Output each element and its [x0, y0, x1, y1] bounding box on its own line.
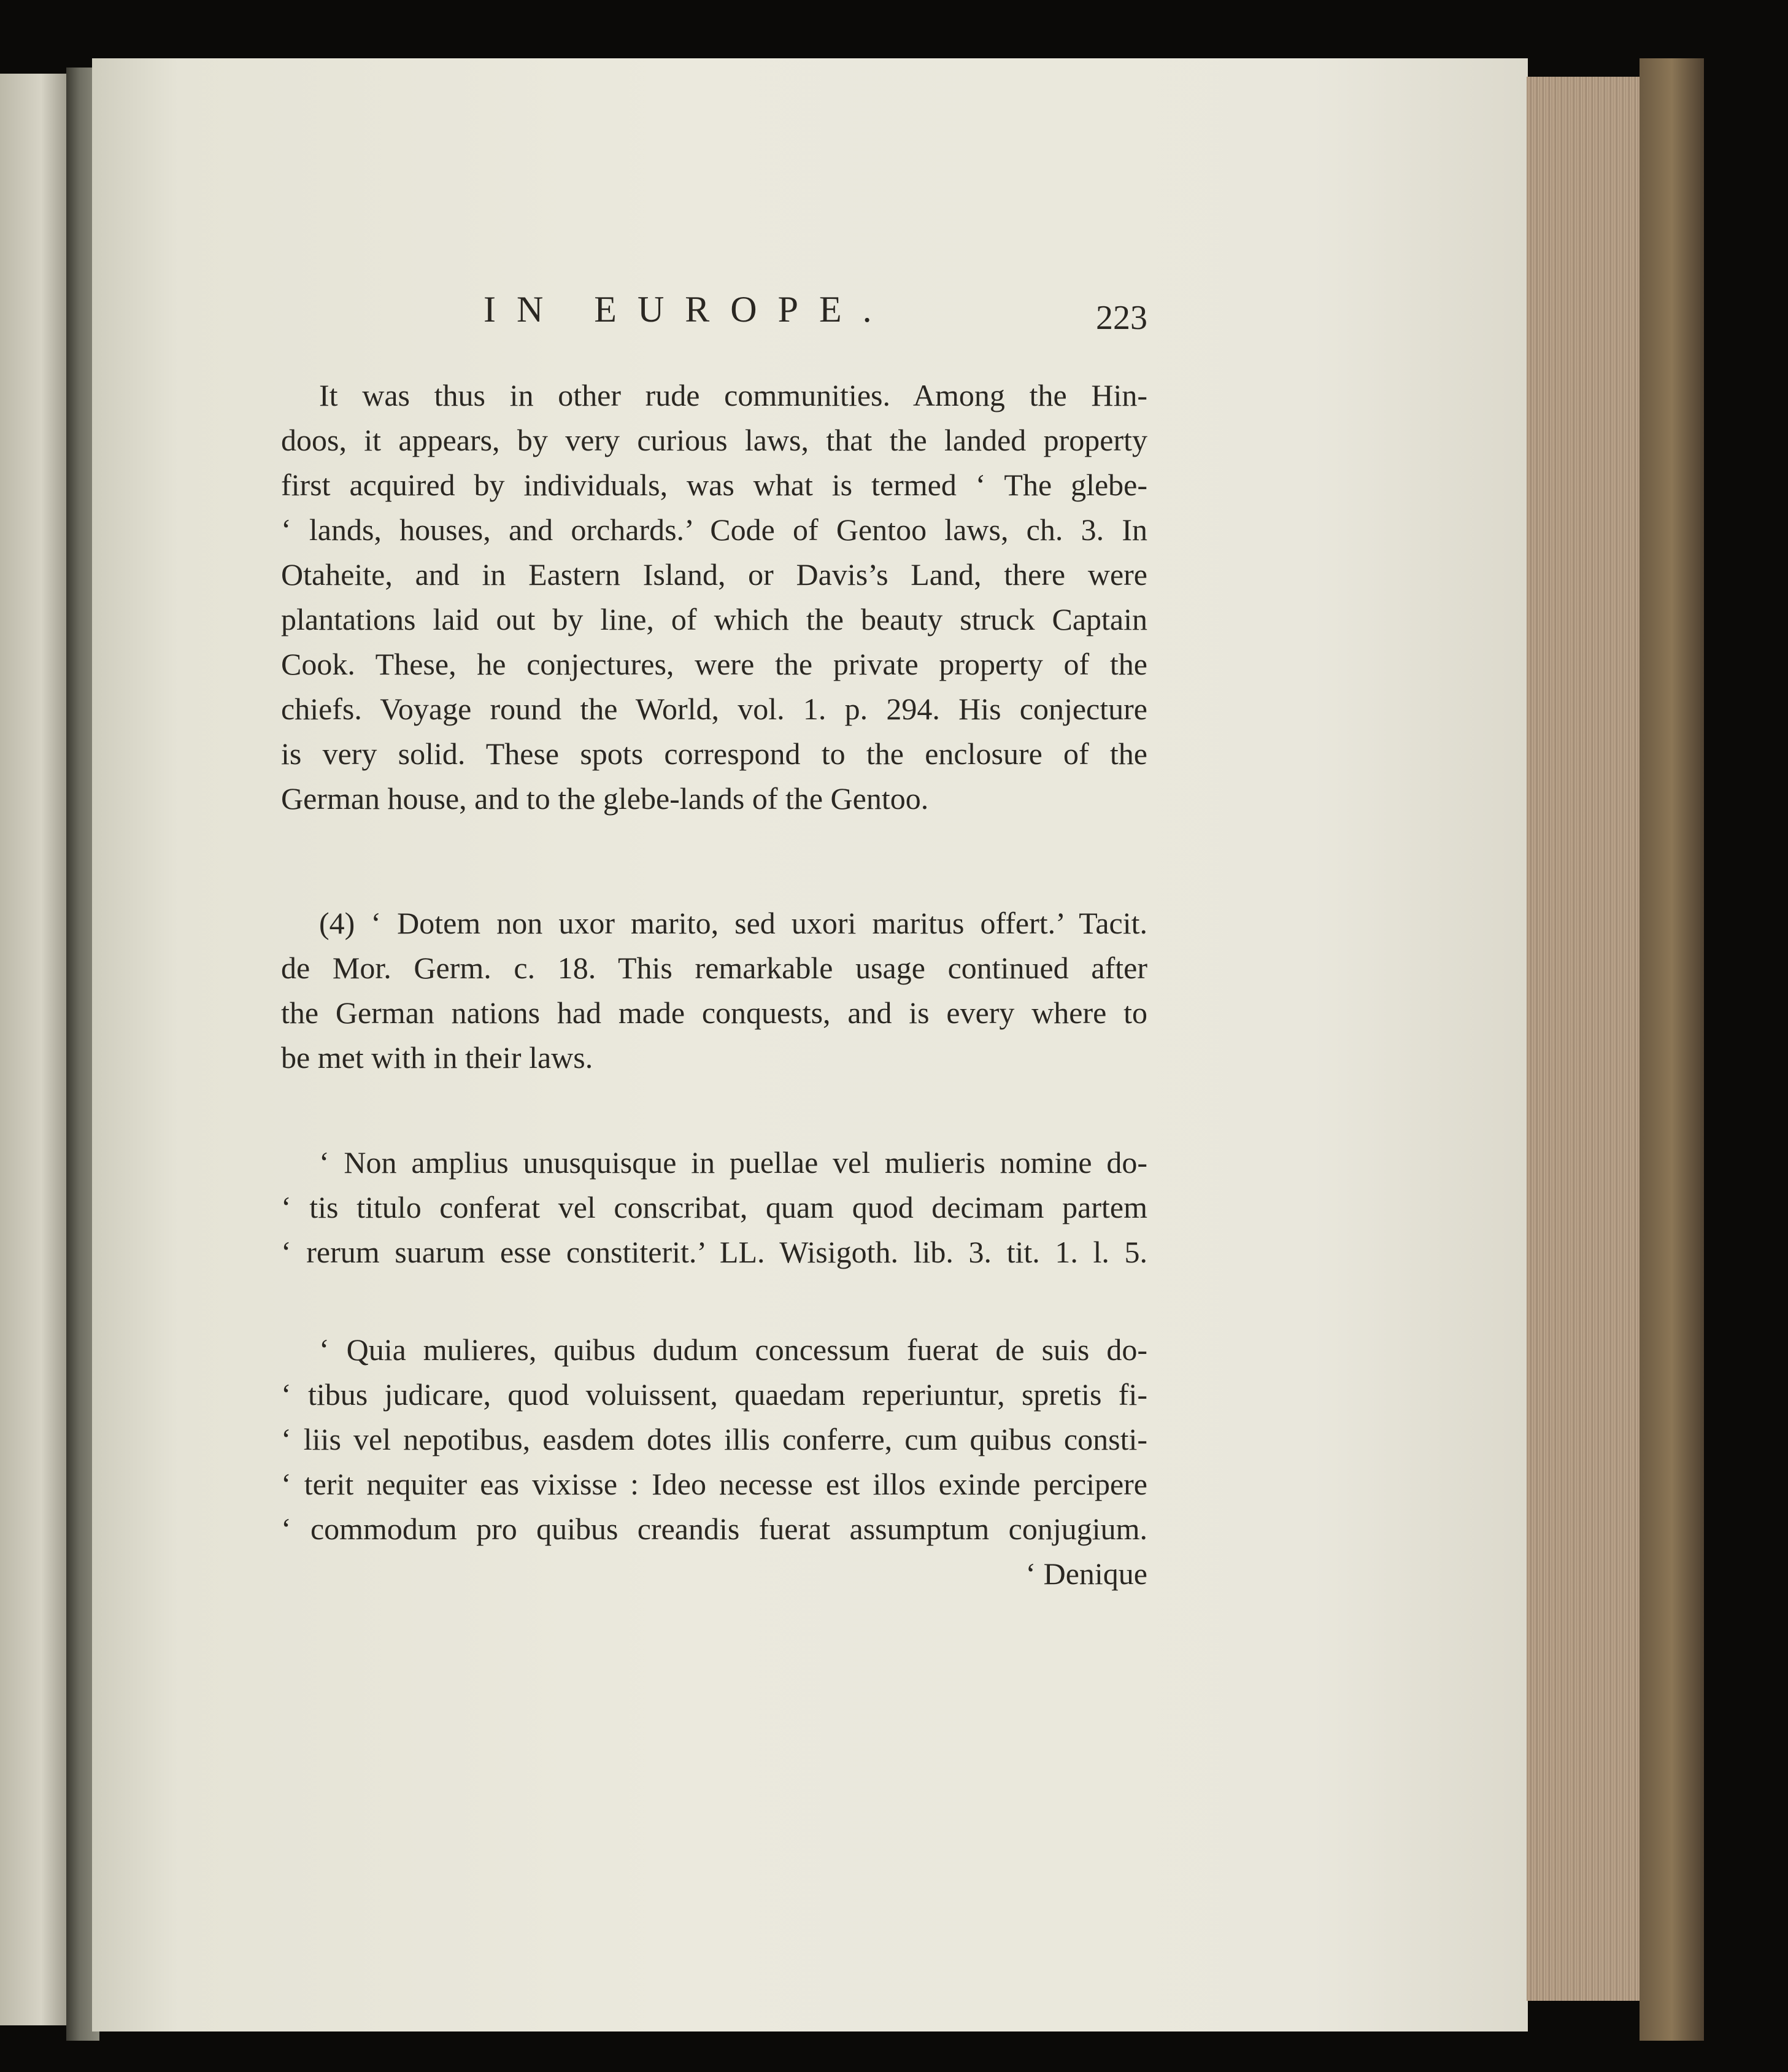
text-line: ‘ tis titulo conferat vel conscribat, quam quod decimam partem	[281, 1190, 1147, 1224]
text-line: ‘ liis vel nepotibus, easdem dotes illis conferre, cum quibus consti-	[281, 1422, 1147, 1456]
note-4	[281, 901, 1147, 1080]
text-line: Cook. These, he conjectures, were the private property of the	[281, 647, 1147, 681]
facing-page-edge	[0, 74, 69, 2025]
page-number: 223	[1096, 299, 1147, 337]
text-line: first acquired by individuals, was what is termed ‘ The glebe-	[281, 468, 1147, 502]
text-line: the German nations had made conquests, and is every where to	[281, 995, 1147, 1030]
catchword: ‘ Denique	[1025, 1556, 1147, 1591]
text-line: chiefs. Voyage round the World, vol. 1. p. 294. His conjecture	[281, 692, 1147, 726]
text-line: (4) ‘ Dotem non uxor marito, sed uxori maritus offert.’ Tacit.	[319, 906, 1147, 940]
text-line: doos, it appears, by very curious laws, that the landed property	[281, 423, 1147, 457]
book-cover-board	[1640, 58, 1704, 2041]
text-line: ‘ terit nequiter eas vixisse : Ideo necesse est illos exinde percipere	[281, 1467, 1147, 1501]
text-line: plantations laid out by line, of which the beauty struck Captain	[281, 602, 1147, 636]
text-line: ‘ rerum suarum esse constiterit.’ LL. Wisigoth. lib. 3. tit. 1. l. 5.	[281, 1235, 1147, 1269]
text-line: be met with in their laws.	[281, 1040, 593, 1075]
quote-dotibus	[281, 1328, 1147, 1596]
text-line: German house, and to the glebe-lands of the Gentoo.	[281, 781, 929, 816]
page-block-edges	[1527, 77, 1643, 2001]
text-line: de Mor. Germ. c. 18. This remarkable usage continued after	[281, 951, 1147, 985]
text-line: is very solid. These spots correspond to the enclosure of the	[281, 736, 1147, 771]
text-line: It was thus in other rude communities. Among the Hin-	[319, 378, 1147, 412]
text-block	[281, 0, 1147, 2072]
text-line: ‘ Non amplius unusquisque in puellae vel mulieris nomine do-	[319, 1145, 1147, 1180]
text-line: ‘ Quia mulieres, quibus dudum concessum fuerat de suis do-	[319, 1332, 1147, 1367]
text-line: ‘ tibus judicare, quod voluissent, quaedam reperiuntur, spretis fi-	[281, 1377, 1147, 1412]
running-title: IN EUROPE.	[484, 289, 893, 330]
text-line: Otaheite, and in Eastern Island, or Davis’s Land, there were	[281, 557, 1147, 592]
text-line: ‘ commodum pro quibus creandis fuerat assumptum conjugium.	[281, 1512, 1147, 1546]
paragraph-hindoo-glebe	[281, 373, 1147, 821]
quote-wisigoth-law	[281, 1140, 1147, 1275]
text-line: ‘ lands, houses, and orchards.’ Code of Gentoo laws, ch. 3. In	[281, 512, 1147, 547]
